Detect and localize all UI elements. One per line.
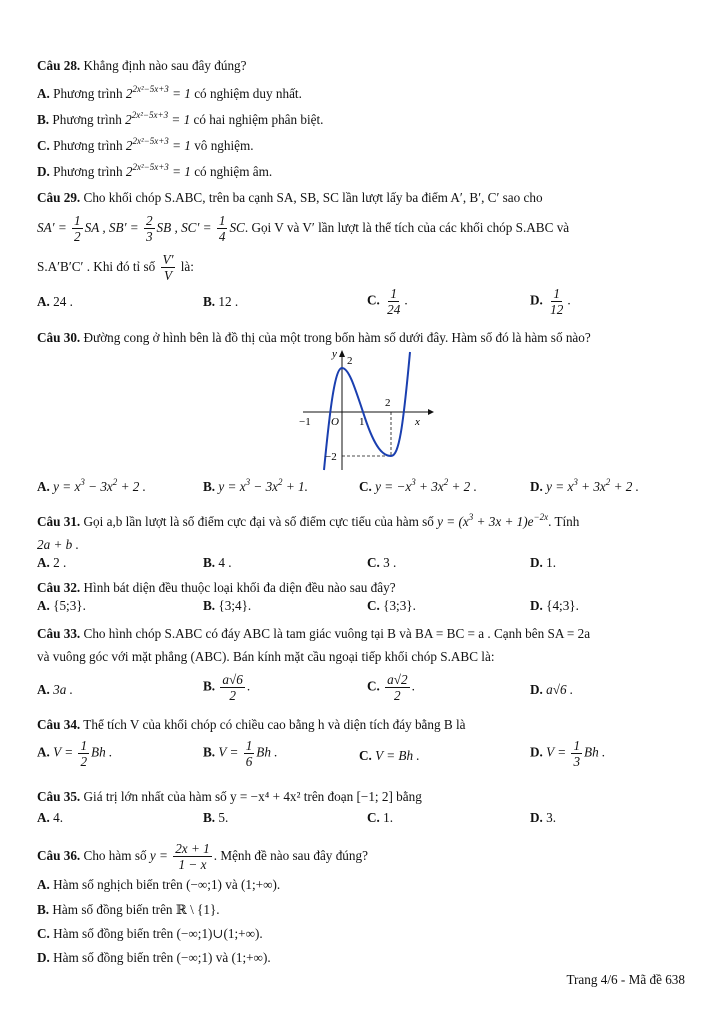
q36-option-d: D. Hàm số đồng biến trên (−∞;1) và (1;+∞).	[37, 950, 271, 965]
q31-a: 2 .	[53, 555, 67, 570]
q32-stem	[37, 580, 396, 596]
q28-a-eq: $2^{2x^2-5x+3} = 1$	[125, 84, 191, 101]
label-2-mid: 2	[385, 397, 391, 409]
q28-option-d	[37, 164, 272, 180]
q33-options: A. 3a . B. $\frac{a√6}{2}$ . C. $\frac{a√2}{2}$ . D. a√6 .	[37, 672, 574, 703]
q34-d: D. V = $\frac{1}{3}$ Bh .	[530, 738, 606, 769]
q29-options: A. 24 . B. 12 . C. $\frac{1}{24}$ . D. $\frac{1}{12}$ .	[37, 286, 571, 317]
q35-text: Giá trị lớn nhất của hàm số y = −x⁴ + 4x² trên đoạn [−1; 2] bằng	[83, 789, 422, 804]
label-origin: O	[331, 416, 339, 428]
page-footer: Trang 4/6 - Mã đề 638	[566, 972, 685, 987]
q28-d-eq: $2^{2x^2-5x+3} = 1$	[125, 162, 191, 179]
q34-a: A. V = $\frac{1}{2}$ Bh .	[37, 738, 113, 769]
q29-a-label: A.	[37, 294, 50, 309]
q34-b: B. V = $\frac{1}{6}$ Bh .	[203, 738, 278, 769]
q36-a: Hàm số nghịch biến trên (−∞;1) và (1;+∞).	[53, 877, 281, 892]
q28-title: Câu 28.	[37, 58, 81, 73]
q29-b: 12 .	[218, 294, 239, 309]
q29-c-num: 1	[390, 286, 398, 301]
q33-b: B. $\frac{a√6}{2}$ .	[203, 672, 251, 703]
q34-options: A. V = $\frac{1}{2}$ Bh . B. V = $\frac{1}{6}$ Bh . C. V = Bh . D. V = $\frac{1}{3}$ Bh .	[37, 738, 606, 769]
frac-2-3: $\frac{2}{3}$	[145, 213, 153, 245]
q33-a: 3a .	[53, 682, 73, 697]
q33-title: Câu 33.	[37, 626, 81, 641]
q32-b: {3;4}.	[218, 598, 252, 613]
q28-stem	[37, 58, 247, 74]
q29-line2: SA′ = $\frac{1}{2}$ SA , SB′ = $\frac{2}{3}$ SB , SC′ = $\frac{1}{4}$ SC. Gọi V và V′ lần lượt là thể tích của các khối chóp S.ABC và	[37, 213, 570, 245]
q31-b: 4 .	[218, 555, 232, 570]
q28-d-pre: Phương trình	[53, 164, 123, 179]
q33-line1	[37, 626, 590, 642]
q29-d-den: 12	[550, 302, 564, 317]
q32-d: {4;3}.	[546, 598, 579, 613]
q28-option-b	[37, 112, 323, 128]
q28-text: Khẳng định nào sau đây đúng?	[83, 58, 247, 73]
q31-c: 3 .	[383, 555, 397, 570]
q28-d-label: D.	[37, 164, 50, 179]
q31-func: $y = (x^3 + 3x + 1)e^{-2x}$	[437, 512, 549, 529]
q28-option-c	[37, 138, 254, 154]
q35-title: Câu 35.	[37, 789, 81, 804]
label-1: 1	[359, 416, 365, 428]
q34-text: Thể tích V của khối chóp có chiều cao bằng h và diện tích đáy bằng B là	[83, 717, 466, 732]
q28-d-post: có nghiệm âm.	[194, 164, 273, 179]
q31-title: Câu 31.	[37, 514, 81, 529]
frac-v-ratio: $\frac{V'}{V}$	[162, 252, 174, 284]
q28-a-post: có nghiệm duy nhất.	[194, 86, 302, 101]
q29-b-label: B.	[203, 294, 216, 309]
q31-line2: 2a + b .	[37, 537, 79, 552]
q36-func: $\frac{2x + 1}{1 - x}$	[175, 841, 210, 873]
q28-c-label: C.	[37, 138, 50, 153]
q28-c-eq: $2^{2x^2-5x+3} = 1$	[125, 136, 191, 153]
q28-b-post: có hai nghiệm phân biệt.	[193, 112, 324, 127]
q35-c: 1.	[383, 810, 394, 825]
x-axis-arrow	[428, 409, 434, 415]
label-y: y	[332, 348, 337, 360]
q36-title: Câu 36.	[37, 848, 81, 863]
q30-title: Câu 30.	[37, 330, 81, 345]
q29-line3	[37, 252, 194, 283]
q36-stem: Câu 36. Cho hàm số y = $\frac{2x + 1}{1 - x}$ . Mệnh đề nào sau đây đúng?	[37, 841, 368, 873]
q28-b-eq: $2^{2x^2-5x+3} = 1$	[125, 110, 191, 127]
q33-c: C. $\frac{a√2}{2}$ .	[367, 672, 415, 703]
label-neg2: −2	[325, 451, 337, 463]
q32-title: Câu 32.	[37, 580, 81, 595]
q30-text: Đường cong ở hình bên là đồ thị của một trong bốn hàm số dưới đây. Hàm số đó là hàm số nào?	[83, 330, 591, 345]
q36-c: Hàm số đồng biến trên (−∞;1)∪(1;+∞).	[53, 926, 263, 941]
q30-a: A. $y = x^3 - 3x^2 + 2$ .	[37, 477, 146, 494]
frac-1-2: $\frac{1}{2}$	[74, 213, 81, 245]
q29-c-den: 24	[387, 302, 401, 317]
q35-stem	[37, 789, 422, 805]
q29-d-label: D.	[530, 292, 543, 308]
frac-1-4: $\frac{1}{4}$	[218, 213, 226, 245]
cubic-graph	[295, 348, 435, 472]
q35-d: 3.	[546, 810, 557, 825]
q36-option-c: C. Hàm số đồng biến trên (−∞;1)∪(1;+∞).	[37, 926, 263, 941]
q31-text: Gọi a,b lần lượt là số điểm cực đại và số điểm cực tiểu của hàm số	[83, 514, 434, 529]
q33-line2: và vuông góc với mặt phẳng (ABC). Bán kính mặt cầu ngoại tiếp khối chóp S.ABC là:	[37, 649, 495, 664]
q28-a-pre: Phương trình	[53, 86, 123, 101]
q28-b-label: B.	[37, 112, 50, 127]
q28-c-pre: Phương trình	[53, 138, 123, 153]
q34-c: V = Bh .	[375, 748, 420, 763]
q30-d: D. $y = x^3 + 3x^2 + 2$ .	[530, 477, 639, 494]
q35-a: 4.	[53, 810, 64, 825]
q34-title: Câu 34.	[37, 717, 81, 732]
q32-a: {5;3}.	[53, 598, 86, 613]
q30-b: B. $y = x^3 - 3x^2 + 1$.	[203, 477, 308, 494]
label-x: x	[415, 416, 420, 428]
q29-line1	[37, 190, 543, 206]
q36-pre: Cho hàm số	[83, 848, 147, 863]
q32-text: Hình bát diện đều thuộc loại khối đa diện đều nào sau đây?	[83, 580, 396, 595]
q33-d: a√6 .	[546, 682, 574, 697]
q32-c: {3;3}.	[383, 598, 416, 613]
q30-c: C. $y = -x^3 + 3x^2 + 2$ .	[359, 477, 477, 494]
q33-text-1: Cho hình chóp S.ABC có đáy ABC là tam giác vuông tại B và BA = BC = a . Cạnh bên SA = 2a	[83, 626, 591, 641]
q34-stem	[37, 717, 466, 733]
q29-text-3b: là:	[180, 259, 194, 274]
q29-c-label: C.	[367, 292, 380, 308]
q29-text-2: . Gọi V và V′ lần lượt là thể tích của các khối chóp S.ABC và	[244, 220, 570, 235]
q30-stem	[37, 330, 591, 346]
q31-line1	[37, 514, 579, 530]
q28-option-a	[37, 86, 302, 102]
q29-d-num: 1	[553, 286, 561, 301]
q31-d: 1.	[546, 555, 557, 570]
q29-text-3a: S.A′B′C′ . Khi đó tỉ số	[37, 259, 156, 274]
q28-c-post: vô nghiệm.	[194, 138, 254, 153]
cubic-curve	[324, 352, 410, 470]
q31-tail: . Tính	[548, 514, 580, 529]
q36-d: Hàm số đồng biến trên (−∞;1) và (1;+∞).	[53, 950, 271, 965]
exam-page: Câu 28. Khẳng định nào sau đây đúng? A. Phương trình $2^{2x^2-5x+3} = 1$ có nghiệm duy nhất. B. Phương trình $2^{2x^2-5x+3} = 1$ có hai nghiệm phân biệt. C. Phương trình $2^{2x^2-5x+3} = 1$ vô nghiệm. D. Phương trình $2^{2x^2-5x+3} = 1$ có nghiệm âm. Câu 29. Cho khối chóp S.ABC, trên ba cạnh SA, SB, SC lần lượt lấy ba điểm A′, B′, C′ sao cho SA′ = $\frac{1}{2}$ SA , SB′ = $\frac{2}{3}$ SB , SC′ = $\frac{1}{4}$ SC. Gọi V và V′ lần lượt là thể tích của các khối chóp S.ABC và S.A′B′C′ . Khi đó tỉ số $\frac{V'}{V}$ là: A. 24 . B. 12 . C. $\frac{1}{24}$ . D. $\frac{1}{12}$ . Câu 30. Đường cong ở hình bên là đồ thị của một trong bốn hàm số dưới đây. Hàm số đó là hàm số nào? y 2 2 −1 O 1 x −2 A. $y = x^3 - 3x^2 + 2$ . B. $y = x^3 - 3x^2 + 1$. C. $y = -x^3 + 3x^2 + 2$ . D. $y = x^3 + 3x^2 + 2$ . Câu 31. Gọi a,b lần lượt là số điểm cực đại và số điểm cực tiểu của hàm số $y = (x^3 + 3x + 1)e^{-2x}$. Tính 2a + b . A. 2 . B. 4 . C. 3 . D. 1. Câu 32. Hình bát diện đều thuộc loại khối đa diện đều nào sau đây? A. {5;3}. B. {3;4}. C. {3;3}. D. {4;3}. Câu 33. Cho hình chóp S.ABC có đáy ABC là tam giác vuông tại B và BA = BC = a . Cạnh bên SA = 2a và vuông góc với mặt phẳng (ABC). Bán kính mặt cầu ngoại tiếp khối chóp S.ABC là: A. 3a . B. $\frac{a√6}{2}$ . C. $\frac{a√2}{2}$ . D. a√6 . Câu 34. Thể tích V của khối chóp có chiều cao bằng h và diện tích đáy bằng B là A. V = $\frac{1}{2}$ Bh . B. V = $\frac{1}{6}$ Bh . C. V = Bh . D. V = $\frac{1}{3}$ Bh . Câu 35. Giá trị lớn nhất của hàm số y = −x⁴ + 4x² trên đoạn [−1; 2] bằng A. 4. B. 5. C. 1. D. 3. Câu 36. Cho hàm số y = $\frac{2x + 1}{1 - x}$ . Mệnh đề nào sau đây đúng? A. Hàm số nghịch biến trên (−∞;1) và (1;+∞). B. Hàm số đồng biến trên ℝ \ {1}. C. Hàm số đồng biến trên (−∞;1)∪(1;+∞). D. Hàm số đồng biến trên (−∞;1) và (1;+∞). Trang 4/6 - Mã đề 638	[0, 0, 725, 1024]
q28-b-pre: Phương trình	[52, 112, 122, 127]
q29-a: 24 .	[53, 294, 73, 309]
q35-b: 5.	[218, 810, 229, 825]
q36-post: . Mệnh đề nào sau đây đúng?	[213, 848, 368, 863]
label-neg1: −1	[299, 416, 311, 428]
q36-option-a: A. Hàm số nghịch biến trên (−∞;1) và (1;+∞).	[37, 877, 281, 892]
label-2-top: 2	[347, 355, 353, 367]
q36-b: Hàm số đồng biến trên ℝ \ {1}.	[52, 902, 220, 917]
q28-a-label: A.	[37, 86, 50, 101]
y-axis-arrow	[339, 350, 345, 357]
q29-title: Câu 29.	[37, 190, 81, 205]
q36-option-b: B. Hàm số đồng biến trên ℝ \ {1}.	[37, 902, 220, 917]
q29-text-1: Cho khối chóp S.ABC, trên ba cạnh SA, SB, SC lần lượt lấy ba điểm A′, B′, C′ sao cho	[83, 190, 543, 205]
